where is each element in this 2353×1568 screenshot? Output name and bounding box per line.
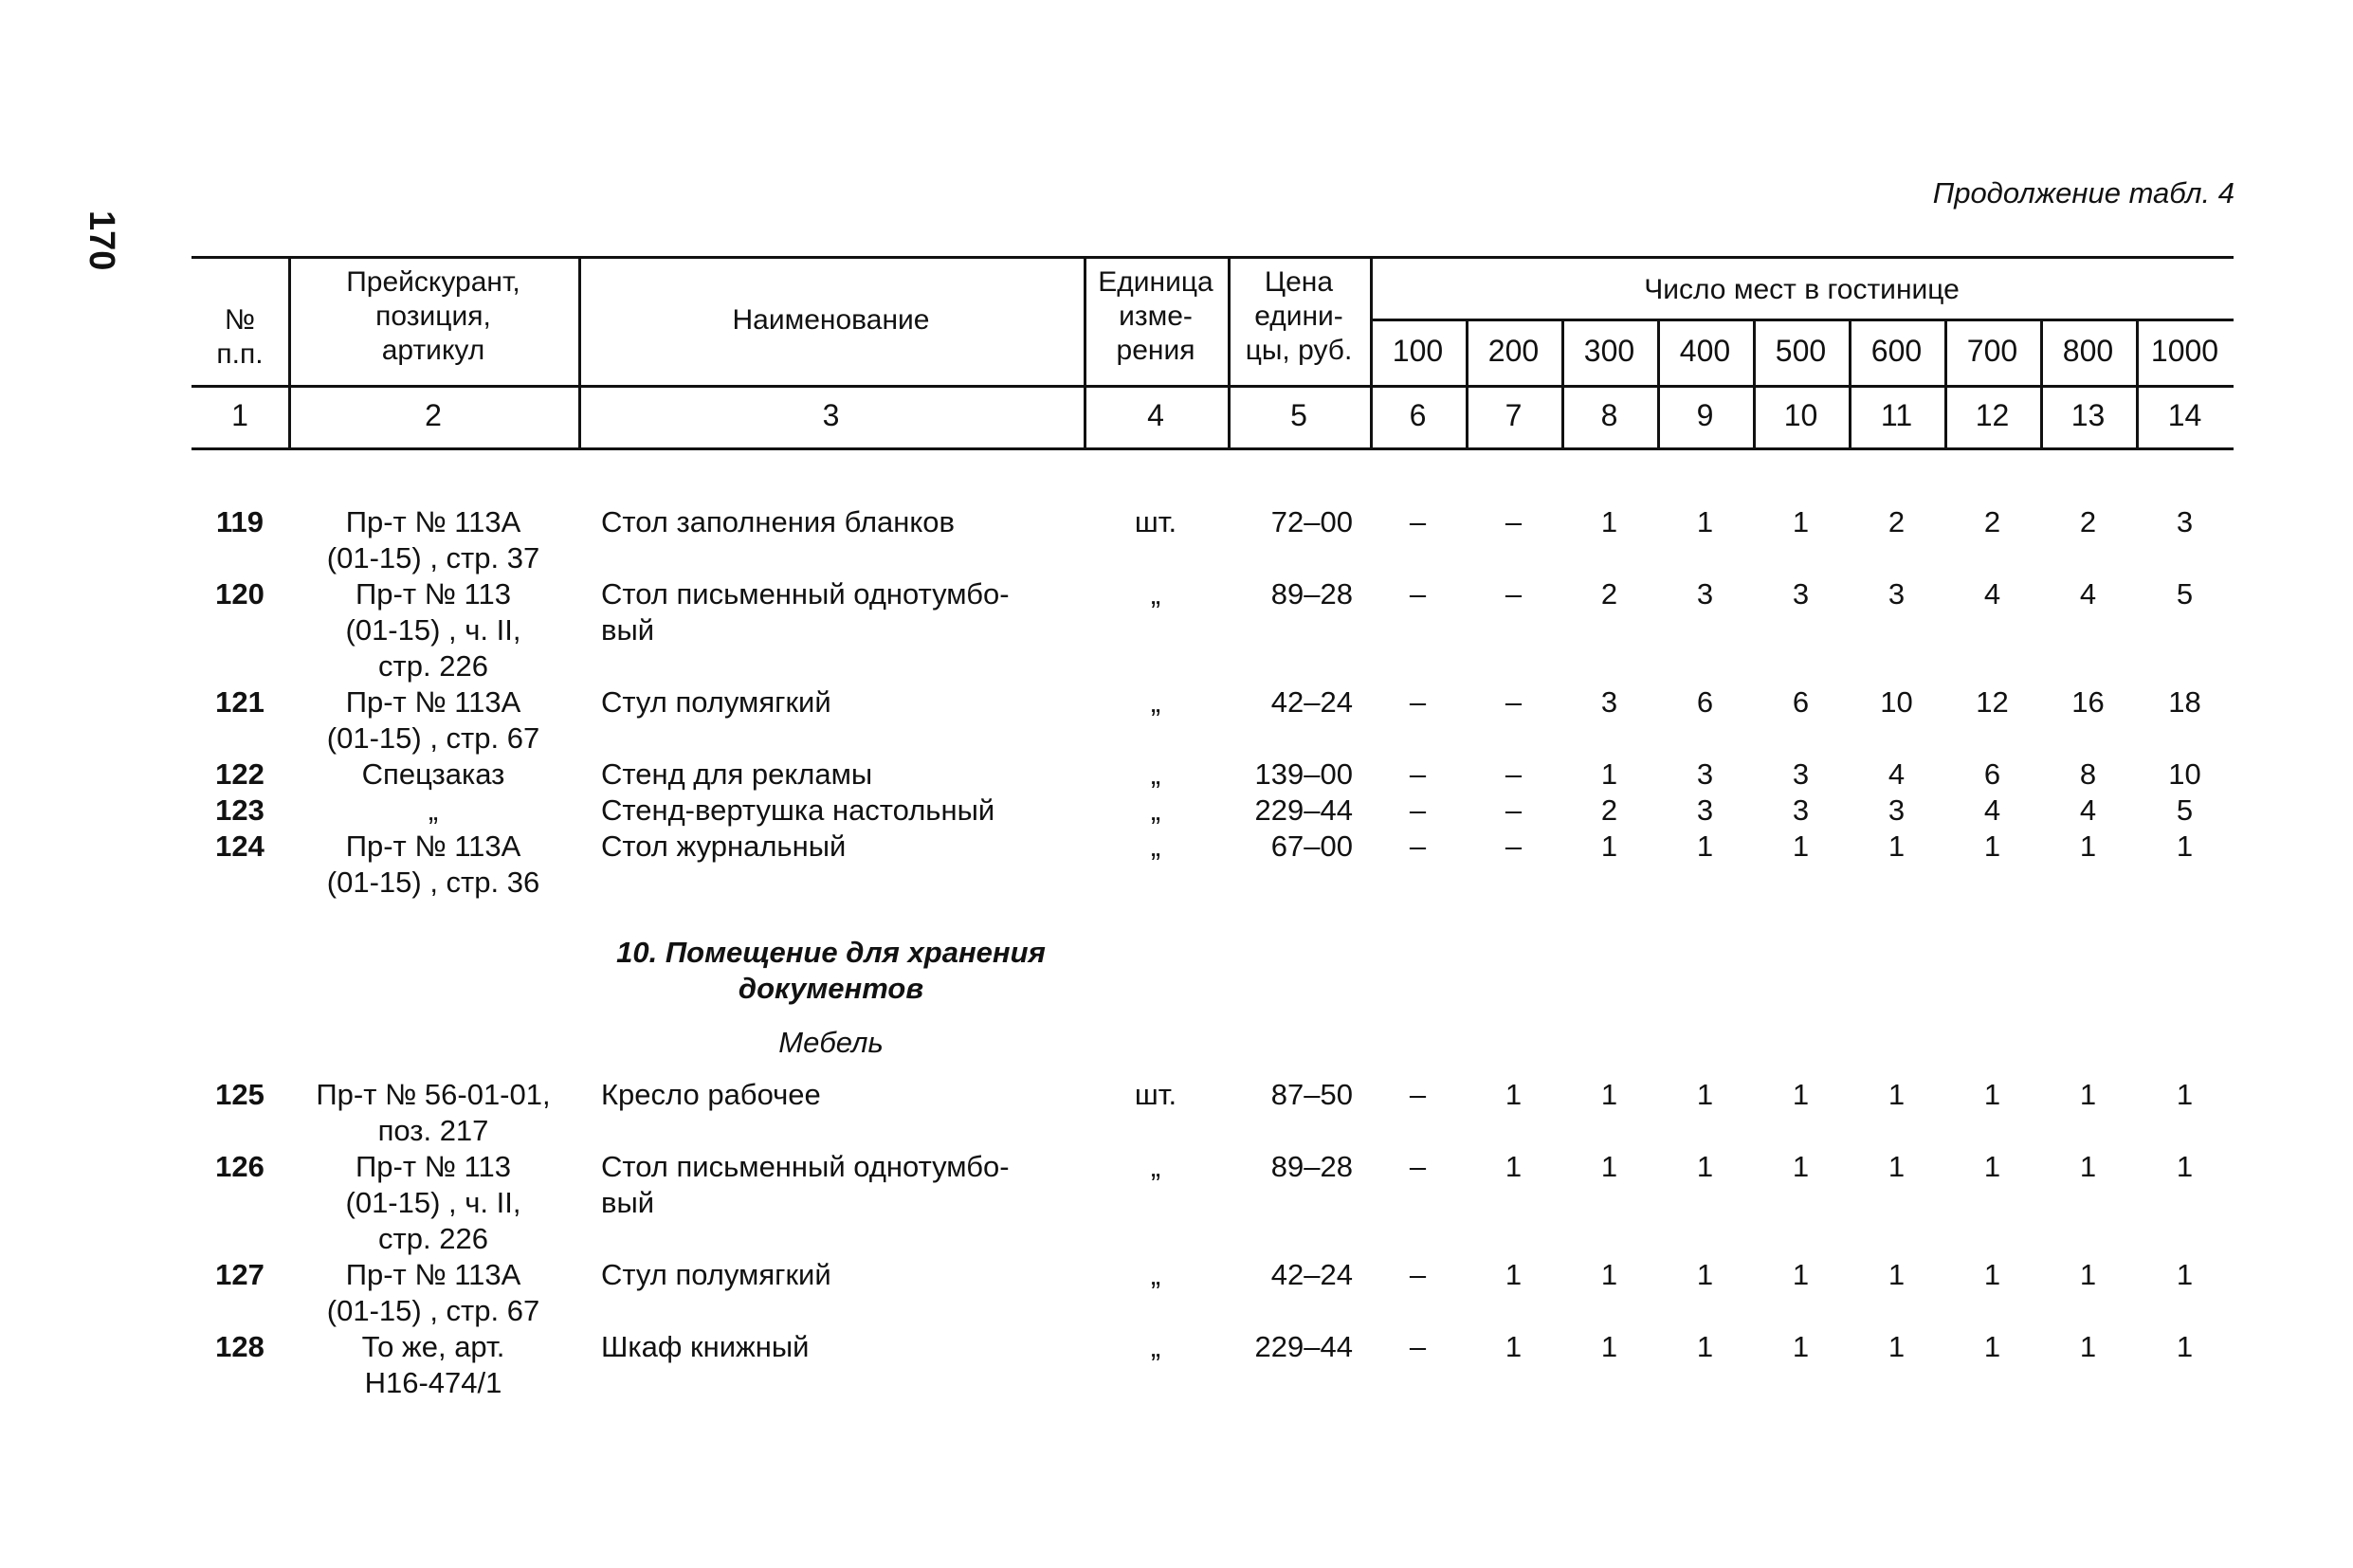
row-name: Стул полумягкий — [601, 685, 831, 719]
row-quantity: 1 — [1696, 1330, 1714, 1363]
header-places: Число мест в гостинице — [1644, 274, 1960, 305]
row-quantity: – — [1409, 757, 1427, 791]
row-quantity: 1 — [1600, 1258, 1618, 1291]
header-capacity: 200 — [1487, 334, 1540, 368]
row-quantity: 8 — [2079, 757, 2097, 791]
row-number: 121 — [215, 685, 264, 719]
row-price: 229–44 — [1254, 1330, 1353, 1363]
column-number: 10 — [1783, 398, 1818, 432]
subsection-title: Мебель — [778, 1026, 884, 1059]
table-top-rule — [192, 256, 2234, 259]
column-number: 14 — [2167, 398, 2202, 432]
row-quantity: 1 — [1888, 830, 1906, 863]
row-quantity: 1 — [2079, 1078, 2097, 1111]
row-quantity: 1 — [1696, 1150, 1714, 1183]
row-quantity: 1 — [2079, 830, 2097, 863]
row-price-list-ref: Пр-т № 113 (01-15) , ч. II, стр. 226 — [345, 1150, 521, 1255]
row-number: 127 — [215, 1258, 264, 1291]
row-quantity: 1 — [1792, 830, 1810, 863]
row-price: 89–28 — [1270, 1150, 1353, 1183]
row-quantity: 3 — [1696, 793, 1714, 827]
row-quantity: 2 — [1983, 505, 2001, 538]
row-name: Стенд для рекламы — [601, 757, 873, 791]
row-name: Стол письменный однотумбо- вый — [601, 577, 1010, 647]
row-number: 123 — [215, 793, 264, 827]
row-number: 120 — [215, 577, 264, 611]
row-quantity: 1 — [1696, 1078, 1714, 1111]
row-quantity: 1 — [1888, 1258, 1906, 1291]
row-unit: „ — [1150, 830, 1161, 863]
row-quantity: – — [1409, 685, 1427, 719]
row-price-list-ref: Пр-т № 56-01-01, поз. 217 — [316, 1078, 551, 1147]
row-number: 128 — [215, 1330, 264, 1363]
row-quantity: 1 — [1600, 830, 1618, 863]
row-quantity: – — [1409, 793, 1427, 827]
row-name: Стол заполнения бланков — [601, 505, 956, 538]
row-quantity: – — [1505, 505, 1523, 538]
row-quantity: 1 — [1983, 1258, 2001, 1291]
row-unit: „ — [1150, 757, 1161, 791]
row-quantity: 3 — [1792, 757, 1810, 791]
row-unit: „ — [1150, 577, 1161, 611]
header-no: № п.п. — [216, 304, 264, 370]
row-price: 89–28 — [1270, 577, 1353, 611]
row-quantity: 4 — [1983, 793, 2001, 827]
row-quantity: 3 — [2176, 505, 2194, 538]
row-quantity: 1 — [1983, 1078, 2001, 1111]
row-quantity: 1 — [1505, 1258, 1523, 1291]
row-quantity: – — [1409, 830, 1427, 863]
row-price-list-ref: „ — [428, 793, 439, 827]
row-quantity: 1 — [1696, 1258, 1714, 1291]
column-number: 6 — [1409, 398, 1427, 432]
row-price: 67–00 — [1270, 830, 1353, 863]
table-header-rule — [192, 385, 2234, 388]
row-quantity: 12 — [1976, 685, 2009, 719]
header-capacity: 400 — [1679, 334, 1731, 368]
row-quantity: 1 — [1600, 1150, 1618, 1183]
row-quantity: 3 — [1792, 793, 1810, 827]
row-quantity: – — [1505, 577, 1523, 611]
row-quantity: 2 — [1888, 505, 1906, 538]
section-title: 10. Помещение для хранения документов — [616, 936, 1046, 1005]
row-name: Стенд-вертушка настольный — [601, 793, 995, 827]
row-unit: „ — [1150, 1258, 1161, 1291]
row-quantity: 1 — [1792, 1258, 1810, 1291]
row-price: 229–44 — [1254, 793, 1353, 827]
row-unit: шт. — [1134, 505, 1177, 538]
row-price-list-ref: Пр-т № 113А (01-15) , стр. 36 — [326, 830, 540, 899]
table-capacity-rule — [1370, 319, 2234, 321]
column-number: 8 — [1600, 398, 1618, 432]
row-quantity: 1 — [1600, 1078, 1618, 1111]
header-unit: Единица изме- рения — [1098, 266, 1213, 366]
row-price: 72–00 — [1270, 505, 1353, 538]
row-quantity: 3 — [1888, 793, 1906, 827]
row-price-list-ref: Спецзаказ — [361, 757, 505, 791]
column-number: 12 — [1975, 398, 2010, 432]
row-quantity: 6 — [1696, 685, 1714, 719]
row-quantity: 3 — [1888, 577, 1906, 611]
row-quantity: 1 — [1792, 1330, 1810, 1363]
row-unit: „ — [1150, 685, 1161, 719]
row-quantity: 18 — [2168, 685, 2201, 719]
row-quantity: – — [1409, 1078, 1427, 1111]
header-capacity: 300 — [1583, 334, 1635, 368]
column-number: 2 — [425, 398, 442, 432]
row-quantity: 1 — [1792, 1150, 1810, 1183]
row-quantity: 4 — [1983, 577, 2001, 611]
row-quantity: 1 — [2176, 1258, 2194, 1291]
header-capacity: 800 — [2062, 334, 2114, 368]
row-quantity: 1 — [1888, 1150, 1906, 1183]
row-number: 125 — [215, 1078, 264, 1111]
row-quantity: 16 — [2071, 685, 2105, 719]
row-quantity: 4 — [1888, 757, 1906, 791]
header-capacity: 500 — [1775, 334, 1827, 368]
row-quantity: – — [1505, 685, 1523, 719]
row-unit: шт. — [1134, 1078, 1177, 1111]
row-quantity: – — [1409, 577, 1427, 611]
row-quantity: 6 — [1983, 757, 2001, 791]
row-quantity: – — [1505, 793, 1523, 827]
row-quantity: 1 — [2176, 1078, 2194, 1111]
column-number: 5 — [1290, 398, 1307, 432]
header-price-list: Прейскурант, позиция, артикул — [346, 266, 520, 366]
page-number: 170 — [82, 210, 121, 271]
row-name: Стул полумягкий — [601, 1258, 831, 1291]
header-name: Наименование — [732, 304, 930, 336]
row-price: 87–50 — [1270, 1078, 1353, 1111]
row-quantity: 1 — [1983, 1150, 2001, 1183]
column-number: 13 — [2070, 398, 2106, 432]
row-price-list-ref: То же, арт. Н16-474/1 — [361, 1330, 505, 1399]
row-quantity: 1 — [1983, 830, 2001, 863]
header-capacity: 100 — [1392, 334, 1444, 368]
row-number: 122 — [215, 757, 264, 791]
row-price-list-ref: Пр-т № 113 (01-15) , ч. II, стр. 226 — [345, 577, 521, 683]
row-quantity: 10 — [2168, 757, 2201, 791]
column-number: 11 — [1880, 398, 1913, 432]
row-quantity: 4 — [2079, 577, 2097, 611]
row-quantity: 1 — [1600, 1330, 1618, 1363]
row-quantity: – — [1505, 830, 1523, 863]
row-quantity: 5 — [2176, 793, 2194, 827]
row-quantity: 1 — [1888, 1330, 1906, 1363]
column-number: 7 — [1505, 398, 1523, 432]
column-number: 1 — [231, 398, 248, 432]
row-quantity: 1 — [1696, 505, 1714, 538]
row-unit: „ — [1150, 1150, 1161, 1183]
row-number: 124 — [215, 830, 264, 863]
row-price: 42–24 — [1270, 1258, 1353, 1291]
header-capacity: 700 — [1966, 334, 2018, 368]
row-number: 126 — [215, 1150, 264, 1183]
row-quantity: 1 — [1792, 505, 1810, 538]
row-quantity: 3 — [1696, 577, 1714, 611]
row-quantity: 10 — [1880, 685, 1913, 719]
row-quantity: – — [1409, 1150, 1427, 1183]
header-capacity: 600 — [1870, 334, 1923, 368]
row-price-list-ref: Пр-т № 113А (01-15) , стр. 67 — [326, 685, 540, 755]
row-quantity: 1 — [1696, 830, 1714, 863]
column-number: 3 — [822, 398, 840, 432]
row-quantity: 1 — [1505, 1078, 1523, 1111]
row-name: Стол журнальный — [601, 830, 847, 863]
row-quantity: 1 — [1983, 1330, 2001, 1363]
row-quantity: 3 — [1696, 757, 1714, 791]
column-number: 4 — [1147, 398, 1164, 432]
row-quantity: – — [1409, 505, 1427, 538]
row-quantity: 1 — [2176, 1330, 2194, 1363]
row-quantity: – — [1505, 757, 1523, 791]
row-quantity: 2 — [1600, 577, 1618, 611]
continuation-label: Продолжение табл. 4 — [1932, 176, 2234, 210]
row-name: Стол письменный однотумбо- вый — [601, 1150, 1010, 1219]
row-quantity: 1 — [1505, 1330, 1523, 1363]
row-number: 119 — [215, 505, 264, 538]
row-quantity: 1 — [2176, 830, 2194, 863]
row-quantity: 1 — [1505, 1150, 1523, 1183]
header-capacity: 1000 — [2150, 334, 2219, 368]
row-price: 139–00 — [1254, 757, 1353, 791]
row-quantity: 1 — [1600, 505, 1618, 538]
row-unit: „ — [1150, 1330, 1161, 1363]
row-name: Шкаф книжный — [601, 1330, 810, 1363]
row-price-list-ref: Пр-т № 113А (01-15) , стр. 37 — [326, 505, 540, 574]
row-quantity: 1 — [2079, 1258, 2097, 1291]
row-price-list-ref: Пр-т № 113А (01-15) , стр. 67 — [326, 1258, 540, 1327]
row-unit: „ — [1150, 793, 1161, 827]
row-quantity: – — [1409, 1258, 1427, 1291]
row-quantity: 1 — [2176, 1150, 2194, 1183]
row-quantity: 1 — [1792, 1078, 1810, 1111]
header-price: Цена едини- цы, руб. — [1245, 266, 1353, 366]
row-quantity: 4 — [2079, 793, 2097, 827]
row-quantity: 1 — [1888, 1078, 1906, 1111]
row-quantity: 2 — [1600, 793, 1618, 827]
row-quantity: 1 — [1600, 757, 1618, 791]
row-quantity: 2 — [2079, 505, 2097, 538]
row-name: Кресло рабочее — [601, 1078, 821, 1111]
table-numbers-rule — [192, 447, 2234, 450]
row-quantity: 6 — [1792, 685, 1810, 719]
row-quantity: 5 — [2176, 577, 2194, 611]
row-quantity: 3 — [1792, 577, 1810, 611]
column-number: 9 — [1696, 398, 1714, 432]
row-quantity: – — [1409, 1330, 1427, 1363]
row-quantity: 1 — [2079, 1150, 2097, 1183]
row-quantity: 1 — [2079, 1330, 2097, 1363]
row-price: 42–24 — [1270, 685, 1353, 719]
row-quantity: 3 — [1600, 685, 1618, 719]
